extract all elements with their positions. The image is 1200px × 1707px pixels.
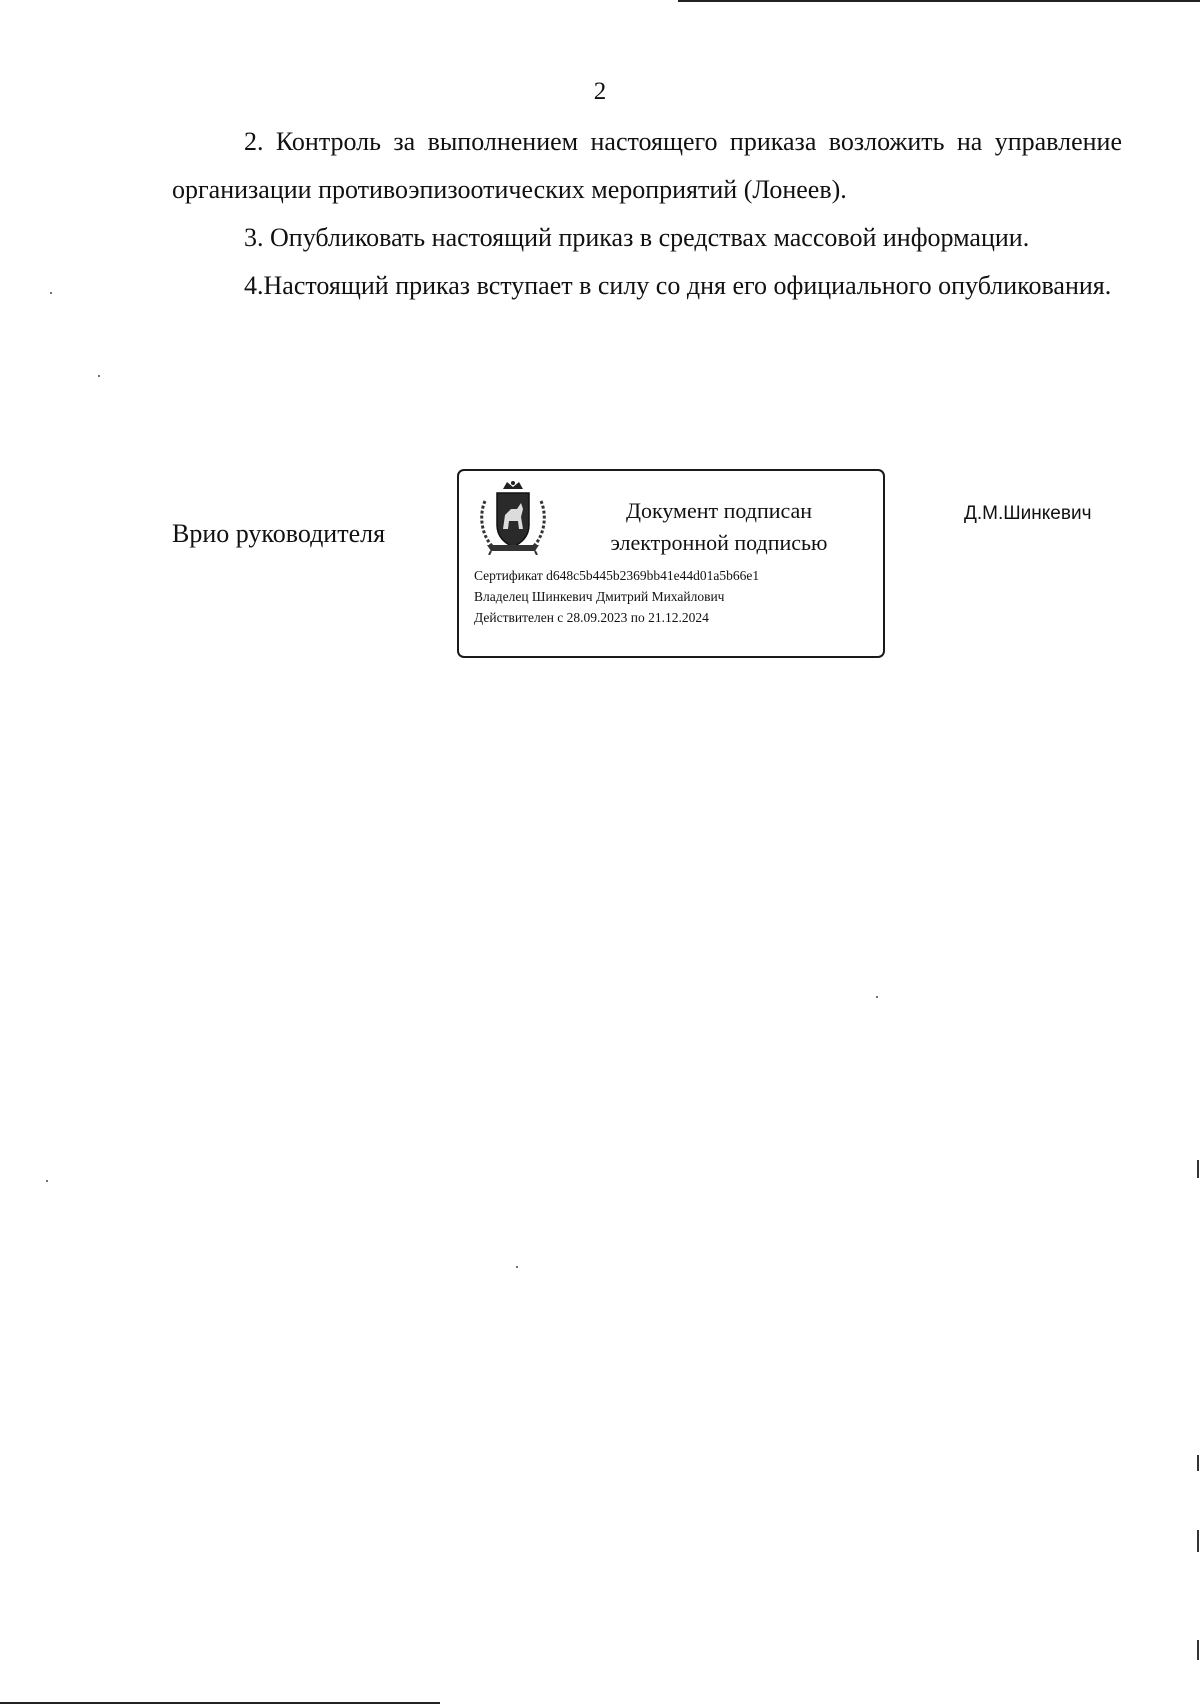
- signer-title: Врио руководителя: [172, 519, 386, 548]
- scan-speck: [516, 1266, 518, 1268]
- paragraph-publish: 3. Опубликовать настоящий приказ в средствах массовой информации.: [244, 223, 1030, 252]
- scan-edge-mark: [1197, 1455, 1199, 1471]
- scan-speck: [50, 292, 52, 294]
- stamp-certificate: Сертификат d648c5b445b2369bb41e44d01a5b66e1: [474, 568, 760, 583]
- stamp-validity: Действителен с 28.09.2023 по 21.12.2024: [474, 610, 709, 625]
- stamp-heading: [589, 495, 849, 559]
- scan-edge-mark: [1197, 1160, 1199, 1178]
- stamp-heading-line1: Документ подписан: [625, 498, 813, 523]
- signer-name: Д.М.Шинкевич: [964, 503, 1092, 524]
- scan-speck: [876, 996, 878, 998]
- paragraph-control: 2. Контроль за выполнением настоящего приказа возложить на управление организации противоэпизоотических мероприятий (Лонеев).: [172, 127, 1122, 204]
- page-number: 2: [593, 78, 607, 105]
- electronic-signature-stamp: [457, 469, 885, 658]
- scan-speck: [98, 375, 100, 377]
- body-text: [172, 118, 1122, 310]
- scan-edge-mark: [1197, 1530, 1199, 1552]
- scan-speck: [46, 1180, 48, 1182]
- scan-border-bottom: [0, 1702, 440, 1704]
- scan-edge-mark: [1197, 1640, 1199, 1660]
- coat-of-arms-icon: [477, 479, 549, 555]
- stamp-heading-line2: электронной подписью: [610, 530, 828, 555]
- stamp-owner: Владелец Шинкевич Дмитрий Михайлович: [474, 589, 725, 604]
- scan-border-top: [678, 0, 1200, 2]
- paragraph-effective: 4.Настоящий приказ вступает в силу со дня его официального опубликования.: [244, 271, 1112, 300]
- stamp-details: [474, 565, 759, 628]
